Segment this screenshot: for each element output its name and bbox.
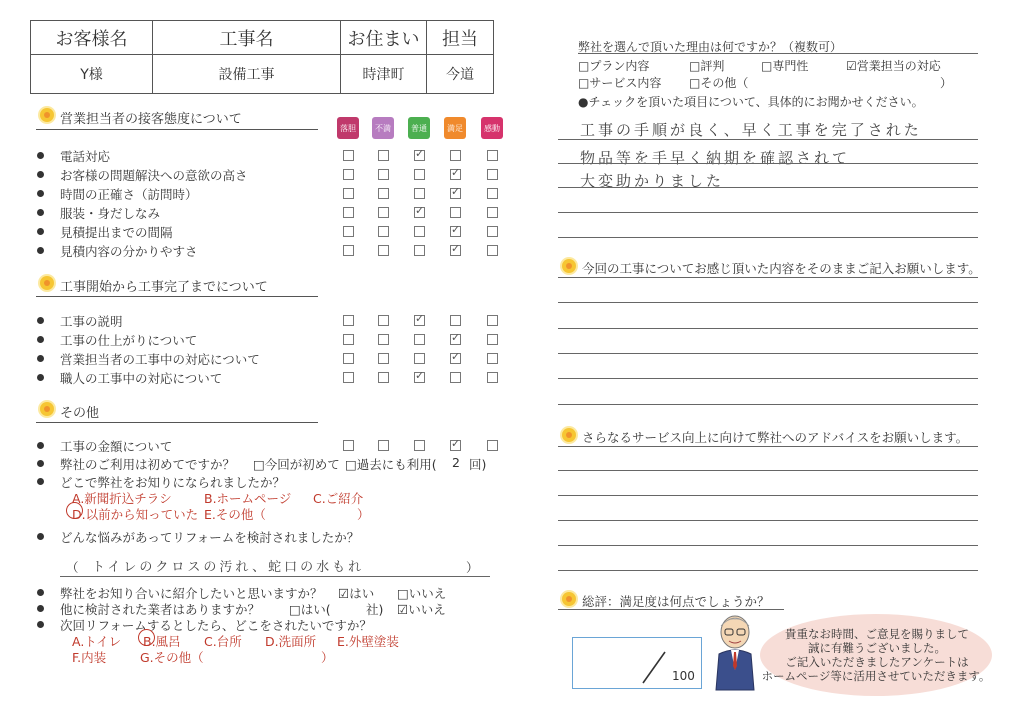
other-yes[interactable]: □はい( xyxy=(289,602,331,617)
answer-line xyxy=(558,570,978,571)
check-mark-icon: ✓ xyxy=(451,331,461,344)
check-mark-icon: ✓ xyxy=(415,312,425,325)
impression-title: 今回の工事についてお感じ頂いた内容をそのままご記入お願いします。 xyxy=(582,261,981,276)
answer-line xyxy=(558,187,978,188)
check-mark-icon: ✓ xyxy=(415,147,425,160)
question-label: 時間の正確さ（訪問時） xyxy=(60,187,198,202)
address-value: 時津町 xyxy=(341,55,427,93)
how-question: どこで弊社をお知りになられましたか？ xyxy=(60,475,286,490)
question-label: 見積提出までの間隔 xyxy=(60,225,173,240)
reason-expertise[interactable]: □専門性 xyxy=(761,59,809,73)
checkbox[interactable] xyxy=(450,372,461,383)
checkbox[interactable] xyxy=(414,245,425,256)
next-option-e[interactable]: E.外壁塗装 xyxy=(337,634,399,649)
work-value: 設備工事 xyxy=(153,55,341,93)
checkbox[interactable] xyxy=(343,334,354,345)
checkbox[interactable] xyxy=(343,245,354,256)
checkbox[interactable] xyxy=(343,226,354,237)
thanks-line-1: 貴重なお時間、ご意見を賜りまして xyxy=(785,627,969,641)
bullet xyxy=(37,478,44,485)
checkbox[interactable] xyxy=(487,226,498,237)
rating-badge: 落胆 xyxy=(337,117,359,139)
question-label: 電話対応 xyxy=(60,149,111,164)
rating-badge: 満足 xyxy=(444,117,466,139)
flower-icon xyxy=(40,402,54,416)
price-label: 工事の金額について xyxy=(60,439,173,454)
checkbox[interactable] xyxy=(378,315,389,326)
circle-mark-icon xyxy=(66,502,83,519)
detail-question: ●チェックを頂いた項目について、具体的にお聞かせください。 xyxy=(578,95,924,109)
bullet xyxy=(37,442,44,449)
checkbox[interactable] xyxy=(414,334,425,345)
first-use-option-first[interactable]: □今回が初めて xyxy=(253,457,340,472)
checkbox-checked[interactable] xyxy=(414,204,425,218)
checkbox[interactable] xyxy=(378,372,389,383)
question-label: 服装・身だしなみ xyxy=(60,206,161,221)
reason-other-close: ） xyxy=(940,76,953,90)
checkbox[interactable] xyxy=(487,169,498,180)
answer-line xyxy=(558,237,978,238)
other-count: 社) xyxy=(366,602,384,617)
reason-underline xyxy=(578,53,978,54)
worry-answer: トイレのクロスの汚れ、蛇口の水もれ xyxy=(92,560,365,575)
intro-no[interactable]: □いいえ xyxy=(397,586,447,601)
checkbox-checked[interactable] xyxy=(414,147,425,161)
checkbox[interactable] xyxy=(450,150,461,161)
bullet xyxy=(37,355,44,362)
bullet xyxy=(37,317,44,324)
detail-answer-1: 工事の手順が良く、早く工事を完了された xyxy=(580,121,922,139)
checkbox[interactable] xyxy=(378,334,389,345)
section2-underline xyxy=(36,296,318,297)
header-table xyxy=(30,20,494,94)
first-use-count: 2 xyxy=(452,455,460,470)
thanks-line-2: 誠に有難うございました。 xyxy=(808,641,946,655)
customer-value: Y様 xyxy=(31,55,153,93)
answer-line xyxy=(558,277,978,278)
next-question: 次回リフォームするとしたら、どこをされたいですか？ xyxy=(60,618,372,633)
checkbox-checked[interactable] xyxy=(450,331,461,345)
answer-line xyxy=(558,139,978,140)
answer-line xyxy=(558,163,978,164)
circle-mark-icon xyxy=(138,629,155,646)
next-option-g[interactable]: G.その他（ xyxy=(140,650,204,665)
advice-title: さらなるサービス向上に向けて弊社へのアドバイスをお願いします。 xyxy=(582,430,969,445)
check-mark-icon: ✓ xyxy=(415,369,425,382)
thanks-line-4: ホームページ等に活用させていただきます。 xyxy=(761,669,991,683)
checkbox-checked[interactable] xyxy=(414,312,425,326)
how-option-e[interactable]: E.その他（ xyxy=(204,507,266,522)
flower-icon xyxy=(562,592,576,606)
checkbox[interactable] xyxy=(414,353,425,364)
worry-open: （ xyxy=(66,560,79,575)
check-mark-icon: ✓ xyxy=(451,242,461,255)
reason-sales-response[interactable]: ☑営業担当の対応 xyxy=(846,59,941,73)
answer-line xyxy=(60,576,490,577)
answer-line xyxy=(558,378,978,379)
checkbox[interactable] xyxy=(450,315,461,326)
checkbox-checked[interactable] xyxy=(450,223,461,237)
section3-title: その他 xyxy=(60,406,100,421)
checkbox[interactable] xyxy=(378,245,389,256)
flower-icon xyxy=(40,276,54,290)
col-work-label: 工事名 xyxy=(153,21,341,55)
reason-reputation[interactable]: □評判 xyxy=(689,59,725,73)
bullet xyxy=(37,228,44,235)
checkbox[interactable] xyxy=(487,372,498,383)
checkbox[interactable] xyxy=(487,334,498,345)
score-max: 100 xyxy=(672,669,695,683)
bullet xyxy=(37,374,44,381)
checkbox[interactable] xyxy=(378,207,389,218)
checkbox-checked[interactable] xyxy=(414,369,425,383)
next-option-a[interactable]: A.トイレ xyxy=(72,634,122,649)
how-option-b[interactable]: B.ホームページ xyxy=(204,491,292,506)
next-option-d[interactable]: D.洗面所 xyxy=(265,634,317,649)
section1-underline xyxy=(36,129,318,130)
bullet xyxy=(37,190,44,197)
checkbox[interactable] xyxy=(450,207,461,218)
bullet xyxy=(37,460,44,467)
section3-underline xyxy=(36,422,318,423)
col-address-label: お住まい xyxy=(341,21,427,55)
checkbox-checked[interactable] xyxy=(450,437,461,451)
how-option-a[interactable]: A.新聞折込チラシ xyxy=(72,491,172,506)
next-option-c[interactable]: C.台所 xyxy=(204,634,242,649)
answer-line xyxy=(558,302,978,303)
score-box[interactable] xyxy=(572,637,702,689)
section1-title: 営業担当者の接客態度について xyxy=(60,112,242,127)
checkbox[interactable] xyxy=(343,150,354,161)
checkbox-checked[interactable] xyxy=(450,185,461,199)
detail-answer-3: 大変助かりました xyxy=(580,172,725,190)
checkbox-checked[interactable] xyxy=(450,166,461,180)
next-option-b[interactable]: B.風呂 xyxy=(143,634,181,649)
check-mark-icon: ✓ xyxy=(451,166,461,179)
worry-close: ） xyxy=(466,560,479,575)
check-mark-icon: ✓ xyxy=(451,350,461,363)
staff-value: 今道 xyxy=(446,67,474,83)
checkbox[interactable] xyxy=(487,188,498,199)
checkbox[interactable] xyxy=(378,353,389,364)
question-label: 営業担当者の工事中の対応について xyxy=(60,352,260,367)
col-customer-label: お客様名 xyxy=(31,21,153,55)
reason-question: 弊社を選んで頂いた理由は何ですか？（複数可） xyxy=(578,40,843,54)
bullet xyxy=(37,605,44,612)
question-label: お客様の問題解決への意欲の高さ xyxy=(60,168,248,183)
rating-badge: 普通 xyxy=(408,117,430,139)
other-question: 他に検討された業者はありますか？ xyxy=(60,602,261,617)
checkbox[interactable] xyxy=(487,207,498,218)
checkbox[interactable] xyxy=(487,245,498,256)
checkbox[interactable] xyxy=(343,315,354,326)
flower-icon xyxy=(40,108,54,122)
first-use-end: 回) xyxy=(469,457,487,472)
bullet xyxy=(37,336,44,343)
reason-plan[interactable]: □プラン内容 xyxy=(578,59,650,73)
first-use-question: 弊社のご利用は初めてですか？ xyxy=(60,457,236,472)
question-label: 職人の工事中の対応について xyxy=(60,371,223,386)
check-mark-icon: ✓ xyxy=(451,185,461,198)
answer-line xyxy=(558,545,978,546)
bullet xyxy=(37,589,44,596)
answer-line xyxy=(558,404,978,405)
checkbox[interactable] xyxy=(343,169,354,180)
answer-line xyxy=(558,520,978,521)
checkbox[interactable] xyxy=(487,150,498,161)
score-title: 総評：満足度は何点でしょうか？ xyxy=(582,594,770,609)
how-option-e-close: ） xyxy=(357,507,370,522)
first-use-option-past[interactable]: □過去にも利用( xyxy=(345,457,437,472)
reason-service[interactable]: □サービス内容 xyxy=(578,76,662,90)
thanks-line-3: ご記入いただきましたアンケートは xyxy=(785,655,969,669)
reason-other[interactable]: □その他（ xyxy=(689,76,749,90)
checkbox[interactable] xyxy=(487,315,498,326)
rating-badge: 感動 xyxy=(481,117,503,139)
checkbox[interactable] xyxy=(378,150,389,161)
bullet xyxy=(37,247,44,254)
detail-answer-2: 物品等を手早く納期を確認されて xyxy=(580,149,851,167)
checkbox[interactable] xyxy=(487,353,498,364)
checkbox-checked[interactable] xyxy=(450,350,461,364)
checkbox[interactable] xyxy=(414,226,425,237)
question-label: 工事の仕上がりについて xyxy=(60,333,198,348)
intro-question: 弊社をお知り合いに紹介したいと思いますか？ xyxy=(60,586,323,601)
checkbox[interactable] xyxy=(343,188,354,199)
check-mark-icon: ✓ xyxy=(451,437,461,450)
rating-badge: 不満 xyxy=(372,117,394,139)
how-option-d[interactable]: D.以前から知っていた xyxy=(72,507,199,522)
answer-line xyxy=(558,328,978,329)
answer-line xyxy=(558,212,978,213)
checkbox[interactable] xyxy=(343,440,354,451)
answer-line xyxy=(558,470,978,471)
section2-title: 工事開始から工事完了までについて xyxy=(60,280,268,295)
how-option-c[interactable]: C.ご紹介 xyxy=(313,491,364,506)
question-label: 見積内容の分かりやすさ xyxy=(60,244,198,259)
checkbox[interactable] xyxy=(378,169,389,180)
checkbox[interactable] xyxy=(378,226,389,237)
checkbox-checked[interactable] xyxy=(450,242,461,256)
flower-icon xyxy=(562,428,576,442)
checkbox[interactable] xyxy=(343,372,354,383)
worry-question: どんな悩みがあってリフォームを検討されましたか？ xyxy=(60,530,360,545)
checkbox[interactable] xyxy=(414,188,425,199)
staff-mascot-icon xyxy=(710,610,760,694)
next-option-f[interactable]: F.内装 xyxy=(72,650,107,665)
question-label: 工事の説明 xyxy=(60,314,123,329)
check-mark-icon: ✓ xyxy=(451,223,461,236)
bullet xyxy=(37,171,44,178)
bullet xyxy=(37,621,44,628)
checkbox[interactable] xyxy=(378,188,389,199)
answer-line xyxy=(558,353,978,354)
answer-line xyxy=(558,446,978,447)
checkbox[interactable] xyxy=(487,440,498,451)
flower-icon xyxy=(562,259,576,273)
check-mark-icon: ✓ xyxy=(415,204,425,217)
checkbox[interactable] xyxy=(414,169,425,180)
checkbox[interactable] xyxy=(343,207,354,218)
next-option-g-close: ） xyxy=(321,650,334,665)
intro-yes[interactable]: ☑はい xyxy=(338,586,375,601)
bullet xyxy=(37,533,44,540)
checkbox[interactable] xyxy=(343,353,354,364)
answer-line xyxy=(558,495,978,496)
bullet xyxy=(37,209,44,216)
checkbox[interactable] xyxy=(378,440,389,451)
col-staff-label: 担当 xyxy=(427,21,493,55)
other-no[interactable]: ☑いいえ xyxy=(397,602,446,617)
checkbox[interactable] xyxy=(414,440,425,451)
bullet xyxy=(37,152,44,159)
